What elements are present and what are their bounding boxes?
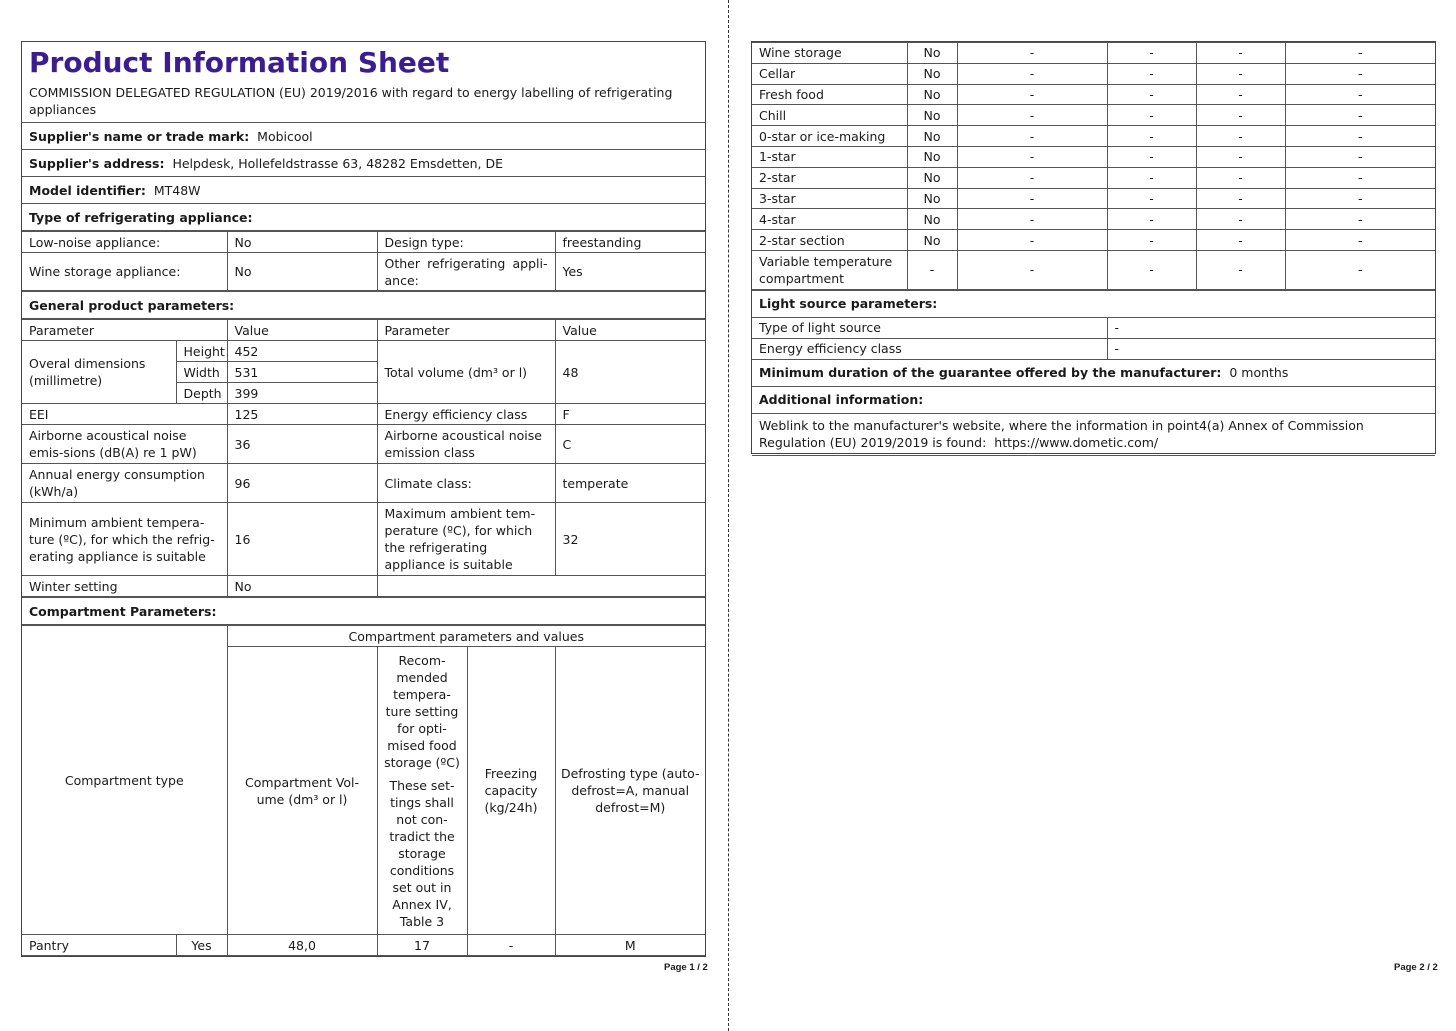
annual-energy-value: 96 [227, 464, 377, 503]
compartment-value-cell: - [957, 43, 1107, 64]
compartment-present: - [907, 250, 957, 289]
pantry-present: Yes [176, 935, 227, 956]
pantry-temp: 17 [377, 935, 467, 956]
compartment-value-cell: - [1285, 84, 1435, 105]
compartment-present: No [907, 126, 957, 147]
compartment-value-cell: - [1285, 167, 1435, 188]
page-2 [730, 0, 1456, 1031]
compartment-name: 1-star [752, 146, 907, 167]
supplier-name-label: Supplier's name or trade mark: [29, 128, 250, 144]
compartment-name: Cellar [752, 63, 907, 84]
compartment-row [752, 209, 1435, 230]
compartment-present: No [907, 63, 957, 84]
design-type-value: freestanding [555, 232, 705, 253]
page-divider [728, 0, 729, 1031]
compartment-row [752, 63, 1435, 84]
compartment-value-cell: - [1107, 63, 1196, 84]
compartment-value-cell: - [1196, 230, 1285, 251]
compartment-value-cell: - [1107, 250, 1196, 289]
compartment-name: Chill [752, 105, 907, 126]
compartment-value-cell: - [1107, 84, 1196, 105]
compartment-row [752, 84, 1435, 105]
compartment-value-cell: - [1285, 126, 1435, 147]
compartment-table [22, 625, 705, 956]
depth-value: 399 [227, 383, 377, 404]
energy-class-label: Energy efficiency class [377, 404, 555, 425]
compartment-row [752, 188, 1435, 209]
compartment-value-cell: - [1107, 126, 1196, 147]
compartment-value-cell: - [1285, 250, 1435, 289]
sheet-frame-page-2 [751, 41, 1436, 454]
type-heading: Type of refrigerating appliance: [22, 204, 705, 231]
low-noise-label: Low-noise appliance: [22, 232, 227, 253]
compartment-row [752, 167, 1435, 188]
other-appliance-label: Other refrigerating appli-ance: [377, 253, 555, 291]
weblink-row [752, 413, 1435, 455]
compartment-present: No [907, 230, 957, 251]
compartment-name: Fresh food [752, 84, 907, 105]
light-class-value: - [1107, 338, 1435, 359]
compartment-value-cell: - [957, 167, 1107, 188]
compartment-value-cell: - [957, 105, 1107, 126]
compartment-value-cell: - [1196, 250, 1285, 289]
dimensions-label: Overal dimensions (millimetre) [22, 341, 176, 404]
compartment-value-cell: - [1196, 43, 1285, 64]
supplier-address-row [22, 150, 705, 177]
max-temp-label: Maximum ambient tem-perature (ºC), for which the refrigerating appliance is suitable [377, 503, 555, 576]
total-volume-label: Total volume (dm³ or l) [377, 341, 555, 404]
compartment-group-header: Compartment parameters and values [227, 626, 705, 647]
light-type-value: - [1107, 317, 1435, 338]
wine-storage-label: Wine storage appliance: [22, 253, 227, 291]
compartment-value-cell: - [1107, 43, 1196, 64]
compartment-value-cell: - [1107, 188, 1196, 209]
compartment-name: Variable temperature compartment [752, 250, 907, 289]
supplier-name-row [22, 123, 705, 150]
compartment-value-cell: - [1196, 167, 1285, 188]
compartment-present: No [907, 43, 957, 64]
compartment-present: No [907, 105, 957, 126]
compartment-row [752, 126, 1435, 147]
page-number-2: Page 2 / 2 [1394, 962, 1438, 973]
page-number-1: Page 1 / 2 [664, 962, 708, 973]
other-appliance-value: Yes [555, 253, 705, 291]
compartment-value-cell: - [957, 188, 1107, 209]
supplier-address: Helpdesk, Hollefeldstrasse 63, 48282 Emsdetten, DE [172, 155, 504, 171]
compartment-row [752, 43, 1435, 64]
compartment-value-cell: - [1196, 126, 1285, 147]
compartment-value-cell: - [1285, 63, 1435, 84]
compartment-value-cell: - [957, 63, 1107, 84]
annual-energy-label: Annual energy consumption (kWh/a) [22, 464, 227, 503]
max-temp-value: 32 [555, 503, 705, 576]
sheet-frame-page-1 [21, 41, 706, 957]
winter-setting-value: No [227, 576, 377, 597]
light-type-label: Type of light source [752, 317, 1107, 338]
guarantee-label: Minimum duration of the guarantee offered by the manufacturer: [759, 365, 1222, 381]
pantry-volume: 48,0 [227, 935, 377, 956]
compartment-value-cell: - [1285, 146, 1435, 167]
compartment-name: 4-star [752, 209, 907, 230]
supplier-table [22, 122, 705, 231]
noise-class-label: Airborne acoustical noise emission class [377, 425, 555, 464]
compartment-value-cell: - [1196, 209, 1285, 230]
additional-heading: Additional information: [752, 386, 1435, 413]
compartment-value-cell: - [957, 230, 1107, 251]
compartment-value-cell: - [1285, 105, 1435, 126]
compartment-value-cell: - [957, 146, 1107, 167]
min-temp-label: Minimum ambient tempera-ture (ºC), for which the refrig-erating appliance is suitable [22, 503, 227, 576]
compartment-value-cell: - [1285, 209, 1435, 230]
compartment-name: 3-star [752, 188, 907, 209]
compartment-name: Wine storage [752, 43, 907, 64]
climate-class-value: temperate [555, 464, 705, 503]
compartment-value-cell: - [1196, 188, 1285, 209]
design-type-label: Design type: [377, 232, 555, 253]
compartment-value-cell: - [1107, 146, 1196, 167]
light-source-heading: Light source parameters: [752, 290, 1435, 317]
compartment-value-cell: - [1196, 105, 1285, 126]
compartment-row [752, 230, 1435, 251]
compartment-value-cell: - [957, 250, 1107, 289]
compartment-row [752, 250, 1435, 289]
compartment-value-cell: - [1285, 188, 1435, 209]
height-value: 452 [227, 341, 377, 362]
pantry-defrost: M [555, 935, 705, 956]
compartment-row [752, 146, 1435, 167]
compartment-present: No [907, 146, 957, 167]
supplier-name: Mobicool [257, 128, 313, 144]
compartment-value-cell: - [1285, 43, 1435, 64]
model-row [22, 177, 705, 204]
compartment-value-cell: - [1107, 105, 1196, 126]
compartment-row [752, 105, 1435, 126]
value-header-2: Value [555, 320, 705, 341]
height-label: Height [176, 341, 227, 362]
compartment-name: 2-star [752, 167, 907, 188]
compartment-value-cell: - [1196, 84, 1285, 105]
depth-label: Depth [176, 383, 227, 404]
wine-storage-value: No [227, 253, 377, 291]
compartment-type-header: Compartment type [22, 626, 227, 935]
width-label: Width [176, 362, 227, 383]
defrost-type-header: Defrosting type (auto-defrost=A, manual defrost=M) [555, 647, 705, 935]
regulation-text: COMMISSION DELEGATED REGULATION (EU) 2019/2016 with regard to energy labelling of refrigerating appliances [29, 85, 673, 117]
low-noise-value: No [227, 232, 377, 253]
model-identifier: MT48W [153, 182, 201, 198]
width-value: 531 [227, 362, 377, 383]
compartment-present: No [907, 167, 957, 188]
compartment-value-cell: - [957, 126, 1107, 147]
climate-class-label: Climate class: [377, 464, 555, 503]
compartment-value-cell: - [1107, 230, 1196, 251]
recommended-temp-header [377, 647, 467, 935]
winter-setting-label: Winter setting [22, 576, 227, 597]
weblink-url[interactable]: https://www.dometic.com/ [994, 435, 1159, 451]
guarantee-value: 0 months [1229, 365, 1289, 381]
energy-class-value: F [555, 404, 705, 425]
compartment-value-cell: - [1107, 209, 1196, 230]
compartment-volume-header: Compartment Vol-ume (dm³ or l) [227, 647, 377, 935]
value-header: Value [227, 320, 377, 341]
weblink-text: Weblink to the manufacturer's website, where the information in point4(a) Annex of Commission Regulation (EU) 2019/2019 is found: [759, 418, 1364, 451]
compartment-value-cell: - [1285, 230, 1435, 251]
compartment-list-table [752, 42, 1435, 290]
compartment-name: 0-star or ice-making [752, 126, 907, 147]
noise-value: 36 [227, 425, 377, 464]
light-class-label: Energy efficiency class [752, 338, 1107, 359]
param-header-2: Parameter [377, 320, 555, 341]
general-heading: General product parameters: [22, 292, 705, 319]
model-label: Model identifier: [29, 182, 146, 198]
noise-label: Airborne acoustical noise emis-sions (dB(A) re 1 pW) [22, 425, 227, 464]
guarantee-row [752, 359, 1435, 386]
noise-class-value: C [555, 425, 705, 464]
compartment-value-cell: - [1196, 146, 1285, 167]
compartment-present: No [907, 209, 957, 230]
supplier-address-label: Supplier's address: [29, 155, 165, 171]
light-source-table [752, 290, 1435, 456]
total-volume-value: 48 [555, 341, 705, 404]
type-table [22, 231, 705, 291]
compartment-value-cell: - [957, 209, 1107, 230]
compartment-heading: Compartment Parameters: [22, 598, 705, 625]
compartment-name: 2-star section [752, 230, 907, 251]
recommended-temp-text: Recom-mended tempera-ture setting for opti-mised food storage (ºC) [384, 652, 460, 770]
general-table [22, 319, 705, 597]
empty-cell [377, 576, 705, 597]
pantry-label: Pantry [22, 935, 176, 956]
compartment-heading-table [22, 597, 705, 625]
eei-value: 125 [227, 404, 377, 425]
pantry-freezing: - [467, 935, 555, 956]
min-temp-value: 16 [227, 503, 377, 576]
param-header: Parameter [22, 320, 227, 341]
freezing-capacity-header: Freezing capacity (kg/24h) [467, 647, 555, 935]
compartment-present: No [907, 84, 957, 105]
compartment-value-cell: - [1196, 63, 1285, 84]
eei-label: EEI [22, 404, 227, 425]
compartment-present: No [907, 188, 957, 209]
compartment-value-cell: - [1107, 167, 1196, 188]
temp-note-text: These set-tings shall not con-tradict the storage conditions set out in Annex IV, Table 3 [389, 777, 455, 929]
page-title: Product Information Sheet [29, 46, 450, 79]
general-heading-table [22, 291, 705, 319]
compartment-value-cell: - [957, 84, 1107, 105]
